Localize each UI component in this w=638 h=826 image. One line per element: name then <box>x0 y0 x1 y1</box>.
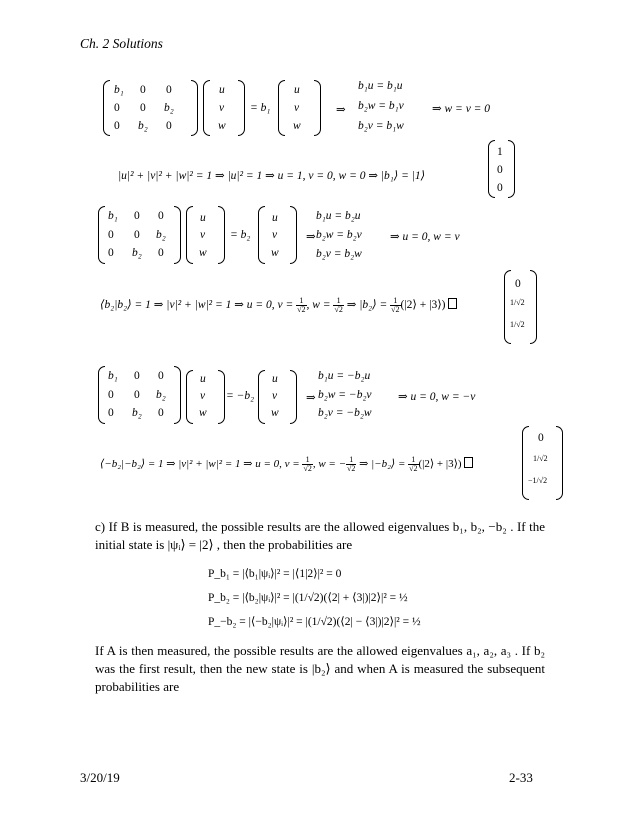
vector-bracket-left <box>203 80 210 136</box>
matrix-bracket-right <box>174 366 181 424</box>
matrix-cell: 0 <box>134 210 140 222</box>
vector-cell: v <box>272 229 278 241</box>
matrix-cell: 0 <box>108 389 114 401</box>
vector-cell: u <box>200 212 206 224</box>
fraction <box>296 297 306 314</box>
vector-cell: v <box>294 102 300 114</box>
vector-cell: 1/√2 <box>533 454 548 463</box>
system-line: b₂v = b₂w <box>316 248 362 260</box>
matrix-cell: 0 <box>158 247 164 259</box>
matrix-bracket-right <box>191 80 198 136</box>
vector-cell: 1/√2 <box>510 298 525 307</box>
footer-page-number: 2-33 <box>509 770 533 785</box>
matrix-cell: 0 <box>140 102 146 114</box>
vector-bracket-left <box>186 370 193 424</box>
matrix-bracket-left <box>98 366 105 424</box>
normalization-text: ⟨−b₂|−b₂⟩ = 1 ⇒ |v|² + |w|² = 1 ⇒ u = 0, v = <box>100 458 303 471</box>
system-line: b₂w = b₂v <box>316 229 362 241</box>
matrix-bracket-left <box>98 206 105 264</box>
normalization-text: , w = − <box>312 458 347 471</box>
frac-den: √2 <box>297 305 306 314</box>
normalization-text: , w = <box>306 299 334 312</box>
vector-bracket-left <box>504 270 511 344</box>
matrix-cell: b₂ <box>156 229 166 241</box>
system-line: b₂w = −b₂v <box>318 389 372 401</box>
frac-num: 1 <box>408 456 418 465</box>
matrix-cell: 0 <box>166 84 172 96</box>
vector-cell: w <box>218 120 226 132</box>
matrix-cell: 0 <box>114 102 120 114</box>
normalization-text: (|2⟩ + |3⟩) <box>400 299 446 312</box>
vector-cell: w <box>199 247 207 259</box>
vector-bracket-right <box>314 80 321 136</box>
vector-cell: w <box>271 247 279 259</box>
matrix-cell: 0 <box>134 229 140 241</box>
vector-bracket-right <box>530 270 537 344</box>
footer-date: 3/20/19 <box>80 770 120 785</box>
matrix-cell: b₁ <box>108 210 118 222</box>
normalization-text: ⇒ |−b₂⟩ = <box>356 458 409 471</box>
vector-bracket-left <box>258 206 265 264</box>
vector-bracket-right <box>290 370 297 424</box>
frac-num: 1 <box>302 456 312 465</box>
vector-bracket-right <box>218 206 225 264</box>
matrix-cell: 0 <box>108 229 114 241</box>
fraction <box>408 456 418 473</box>
vector-cell: −1/√2 <box>528 476 548 485</box>
normalization-text: ⟨b₂|b₂⟩ = 1 ⇒ |v|² + |w|² = 1 ⇒ u = 0, v = <box>100 299 297 312</box>
vector-cell: 0 <box>497 182 503 194</box>
matrix-cell: 0 <box>140 84 146 96</box>
vector-cell: w <box>293 120 301 132</box>
matrix-cell: 0 <box>158 370 164 382</box>
eigen-equals: = −b₂ <box>226 390 255 402</box>
fraction <box>346 456 356 473</box>
matrix-cell: b₂ <box>132 247 142 259</box>
eigen-equals: = b₁ <box>250 102 271 114</box>
paragraph-measurement-a: If A is then measured, the possible results are the allowed eigenvalues a₁, a₂, a₃ . If b₂ was the first result, then the new state is |b₂⟩ and when A is measured the subsequent probabilities are <box>95 643 545 694</box>
matrix-cell: b₁ <box>108 370 118 382</box>
frac-num: 1 <box>296 297 306 306</box>
vector-cell: u <box>272 373 278 385</box>
matrix-cell: 0 <box>158 210 164 222</box>
frac-den: √2 <box>303 464 312 473</box>
matrix-cell: 0 <box>108 247 114 259</box>
system-line: b₁u = −b₂u <box>318 370 371 382</box>
system-line: b₂v = b₁w <box>358 120 404 132</box>
system-line: b₂v = −b₂w <box>318 407 372 419</box>
vector-bracket-left <box>522 426 529 500</box>
eigen-result: ⇒ u = 0, w = −v <box>398 391 476 403</box>
chapter-header: Ch. 2 Solutions <box>80 36 163 51</box>
vector-cell: 0 <box>515 278 521 290</box>
frac-den: √2 <box>347 464 356 473</box>
vector-bracket-left <box>186 206 193 264</box>
implies-arrow: ⇒ <box>306 231 316 243</box>
matrix-cell: 0 <box>166 120 172 132</box>
fraction <box>390 297 400 314</box>
vector-cell: u <box>294 84 300 96</box>
eigen-equals: = b₂ <box>230 229 251 241</box>
vector-cell: 0 <box>538 432 544 444</box>
vector-cell: w <box>271 407 279 419</box>
vector-cell: v <box>200 390 206 402</box>
normalization-text: (|2⟩ + |3⟩) <box>418 458 462 471</box>
matrix-bracket-right <box>174 206 181 264</box>
vector-bracket-right <box>556 426 563 500</box>
normalization-minus-b2 <box>100 456 473 473</box>
frac-den: √2 <box>391 305 400 314</box>
normalization-text: ⇒ |b₂⟩ = <box>343 299 391 312</box>
fraction <box>333 297 343 314</box>
vector-bracket-left <box>258 370 265 424</box>
box-glyph-icon <box>448 298 457 309</box>
probability-b2: P_b₂ = |⟨b₂|ψᵢ⟩|² = |(1/√2)(⟨2| + ⟨3|)|2⟩|² = ½ <box>208 592 408 604</box>
frac-num: 1 <box>346 456 356 465</box>
system-line: b₂w = b₁v <box>358 100 404 112</box>
matrix-cell: 0 <box>108 407 114 419</box>
frac-den: √2 <box>409 464 418 473</box>
matrix-cell: b₂ <box>132 407 142 419</box>
matrix-bracket-left <box>103 80 110 136</box>
frac-num: 1 <box>390 297 400 306</box>
matrix-cell: 0 <box>134 370 140 382</box>
vector-bracket-right <box>508 140 515 198</box>
vector-cell: 1/√2 <box>510 320 525 329</box>
vector-cell: v <box>200 229 206 241</box>
matrix-cell: b₁ <box>114 84 124 96</box>
probability-minus-b2: P_−b₂ = |⟨−b₂|ψᵢ⟩|² = |(1/√2)(⟨2| − ⟨3|)|2⟩|² = ½ <box>208 616 421 628</box>
vector-cell: 0 <box>497 164 503 176</box>
box-glyph-icon <box>464 457 473 468</box>
vector-bracket-right <box>218 370 225 424</box>
probability-b1: P_b₁ = |⟨b₁|ψᵢ⟩|² = |⟨1|2⟩|² = 0 <box>208 568 342 580</box>
vector-cell: v <box>219 102 225 114</box>
normalization-b1: |u|² + |v|² + |w|² = 1 ⇒ |u|² = 1 ⇒ u = 1, v = 0, w = 0 ⇒ |b₁⟩ = |1⟩ <box>118 170 426 182</box>
vector-cell: v <box>272 390 278 402</box>
matrix-cell: 0 <box>158 407 164 419</box>
matrix-cell: 0 <box>114 120 120 132</box>
frac-num: 1 <box>333 297 343 306</box>
system-line: b₁u = b₁u <box>358 80 403 92</box>
vector-cell: u <box>200 373 206 385</box>
eigen-result: ⇒ w = v = 0 <box>432 103 491 115</box>
matrix-cell: 0 <box>134 389 140 401</box>
vector-bracket-left <box>488 140 495 198</box>
matrix-cell: b₂ <box>164 102 174 114</box>
vector-bracket-right <box>290 206 297 264</box>
normalization-b2 <box>100 297 457 314</box>
matrix-cell: b₂ <box>156 389 166 401</box>
vector-bracket-right <box>238 80 245 136</box>
frac-den: √2 <box>334 305 343 314</box>
matrix-cell: b₂ <box>138 120 148 132</box>
vector-cell: w <box>199 407 207 419</box>
vector-bracket-left <box>278 80 285 136</box>
implies-arrow: ⇒ <box>306 392 316 404</box>
vector-cell: u <box>219 84 225 96</box>
paragraph-measurement-b: c) If B is measured, the possible results are the allowed eigenvalues b₁, b₂, −b₂ . If the initial state is |ψᵢ⟩ = |2⟩ , then the probabilities are <box>95 519 545 552</box>
implies-arrow: ⇒ <box>336 104 346 116</box>
eigen-result: ⇒ u = 0, w = v <box>390 231 460 243</box>
vector-cell: u <box>272 212 278 224</box>
system-line: b₁u = b₂u <box>316 210 361 222</box>
fraction <box>302 456 312 473</box>
vector-cell: 1 <box>497 146 503 158</box>
